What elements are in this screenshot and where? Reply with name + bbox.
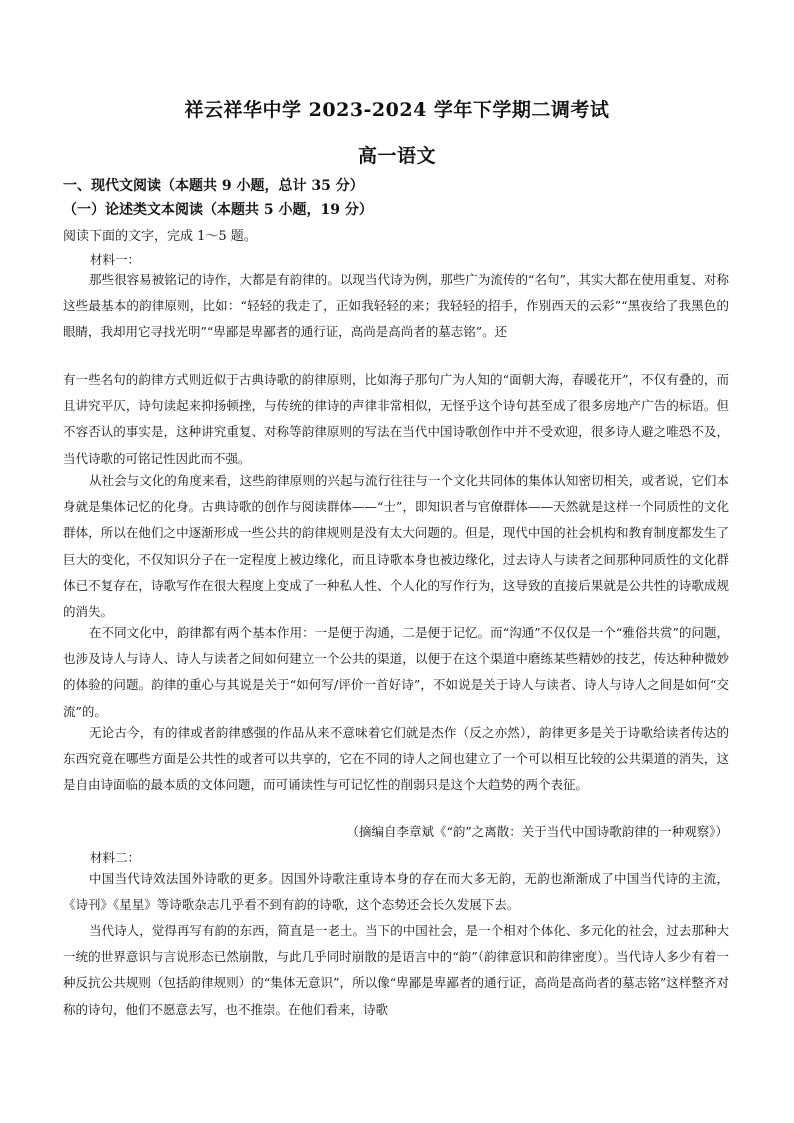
material-one-paragraph-4: 无论古今，有的律或者韵律感强的作品从来不意味着它们就是杰作（反之亦然），韵律更多是关于诗歌给读者传达的东西究竟在哪些方面是公共性的或者可以共享的，它在不同的诗人之间也建立了一个可以相互比较的公共渠道的消失，这是自由诗面临的最本质的文体问题，而可诵读性与可记忆性的削弱只是这个大趋势的两个表征。 <box>63 725 729 793</box>
reading-instruction: 阅读下面的文字，完成 1～5 题。 <box>63 229 257 244</box>
material-one-source: （摘编自李章斌《“韵”之离散：关于当代中国诗歌韵律的一种观察》） <box>346 824 728 839</box>
material-two-paragraph-1: 中国当代诗效法国外诗歌的更多。因国外诗歌注重诗本身的存在而大多无韵，无韵也渐渐成了中国当代诗的主流，《诗刊》《星星》等诗歌杂志几乎看不到有韵的诗歌，这个态势还会长久发展下去。 <box>63 871 729 913</box>
subsection-heading: （一）论述类文本阅读（本题共 5 小题，19 分） <box>63 202 373 218</box>
exam-subtitle: 高一语文 <box>357 145 436 167</box>
material-two-label: 材料二： <box>90 850 141 865</box>
material-one-paragraph-1b: 有一些名句的韵律方式则近似于古典诗歌的韵律原则，比如海子那句广为人知的“面朝大海，春暖花开”，不仅有叠的，而且讲究平仄，诗句读起来抑扬顿挫，与传统的律诗的声律非常相似，无怪乎这个诗句甚至成了很多房地产广告的标语。但不容否认的事实是，这种讲究重复、对称等韵律原则的写法在当代中国诗歌创作中并不受欢迎，很多诗人避之唯恐不及，当代诗歌的可铭记性因此而不强。 <box>63 372 729 466</box>
material-one-paragraph-3: 在不同文化中，韵律都有两个基本作用：一是便于沟通，二是便于记忆。而“沟通”不仅仅是一个“雅俗共赏”的问题，也涉及诗人与诗人、诗人与读者之间如何建立一个公共的渠道，以便于在这个渠道中磨练某些精妙的技艺，传达种种微妙的体验的问题。韵律的重心与其说是关于“如何写/评价一首好诗”，不如说是关于诗人与读者、诗人与诗人之间是如何“交流”的。 <box>63 625 729 719</box>
material-one-label: 材料一： <box>90 252 141 267</box>
section-heading: 一、现代文阅读（本题共 9 小题，总计 35 分） <box>63 178 364 194</box>
material-two-paragraph-2: 当代诗人，觉得再写有韵的东西，简直是一老土。当下的中国社会，是一个相对个体化、多元化的社会，过去那种大一统的世界意识与言说形态已然崩散，与此几乎同时崩散的是语言中的“韵”（韵律意识和韵律密度）。当代诗人多少有着一种反抗公共规则（包括韵律规则）的“集体无意识”，所以像“卑鄙是卑鄙者的通行证，高尚是高尚者的墓志铭”这样整齐对称的诗句，他们不愿意去写，也不推崇。在他们看来，诗歌 <box>63 923 729 1017</box>
material-one-paragraph-2: 从社会与文化的角度来看，这些韵律原则的兴起与流行往往与一个文化共同体的集体认知密切相关，或者说，它们本身就是集体记忆的化身。古典诗歌的创作与阅读群体——“士”，即知识者与官僚群体——天然就是这样一个同质性的文化群体，所以在他们之中逐渐形成一些公共的韵律规则是没有太大问题的。但是，现代中国的社会机构和教育制度都发生了巨大的变化，不仅知识分子在一定程度上被边缘化，而且诗歌本身也被边缘化，过去诗人与读者之间那种同质性的文化群体已不复存在，诗歌写作在很大程度上变成了一种私人性、个人化的写作行为，这导致的直接后果就是公共性的诗歌成规的消失。 <box>63 473 729 620</box>
material-one-paragraph-1a: 那些很容易被铭记的诗作，大都是有韵律的。以现当代诗为例，那些广为流传的“名句”，其实大都在使用重复、对称这些最基本的韵律原则，比如：“轻轻的我走了，正如我轻轻的来；我轻轻的招手，作别西天的云彩”“黑夜给了我黑色的眼睛，我却用它寻找光明”“卑鄙是卑鄙者的通行证，高尚是高尚者的墓志铭”。还 <box>63 272 729 340</box>
exam-title: 祥云祥华中学 2023-2024 学年下学期二调考试 <box>184 99 610 121</box>
